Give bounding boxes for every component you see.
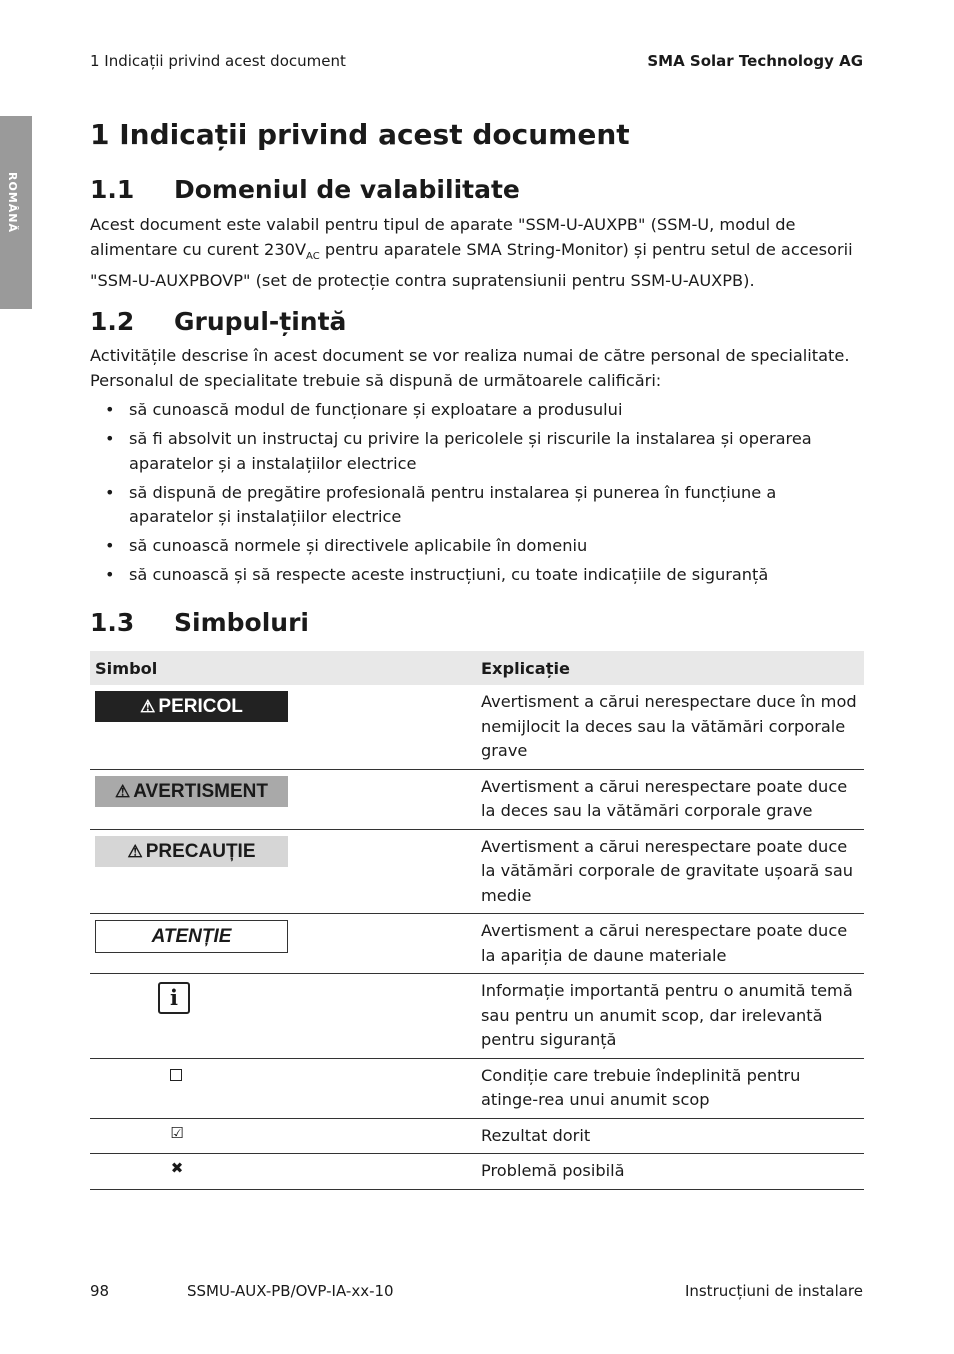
table-header-row: [90, 651, 864, 685]
list-item: • să cunoască modul de funcționare și exploatare a produsului: [90, 398, 865, 423]
language-tab: [0, 116, 32, 309]
checkbox-empty-icon: [170, 1069, 182, 1081]
symbols-table: [90, 651, 864, 1190]
section-heading-1-3: [90, 608, 309, 637]
explanation-cell: Problemă posibilă: [479, 1154, 864, 1190]
table-row: [90, 1118, 864, 1154]
page-number: 98: [90, 1282, 110, 1300]
cross-icon: ✖: [170, 1159, 184, 1177]
list-item: • să cunoască și să respecte aceste instrucțiuni, cu toate indicațiile de siguranță: [90, 563, 865, 588]
danger-label: ⚠ PERICOL: [95, 691, 288, 722]
language-tab-label: ROMÂNĂ: [6, 172, 19, 233]
explanation-cell: Avertisment a cărui nerespectare duce în mod nemijlocit la deces sau la vătămări corporale grave: [479, 685, 864, 769]
running-header-left: 1 Indicații privind acest document: [90, 52, 346, 70]
chapter-title: 1 Indicații privind acest document: [90, 118, 630, 151]
section-title: Domeniul de valabilitate: [174, 175, 520, 204]
table-row: [90, 769, 864, 829]
validity-paragraph: Acest document este valabil pentru tipul de aparate "SSM-U-AUXPB" (SSM-U, modul de alimentare cu curent $230V_{AC}$ pentru aparatele SMA String-Monitor) și pentru setul de accesorii "SSM-U-AUXPBOVP" (set de protecție contra supratensiunii pentru SSM-U-AUXPB).: [90, 215, 853, 291]
explanation-cell: Informație importantă pentru o anumită temă sau pentru un anumit scop, dar irelevantă pentru siguranță: [479, 974, 864, 1059]
explanation-cell: Condiție care trebuie îndeplinită pentru atinge-rea unui anumit scop: [479, 1058, 864, 1118]
table-row: [90, 685, 864, 769]
target-group-intro: Activitățile descrise în acest document se vor realiza numai de către personal de specialitate. Personalul de specialitate trebuie să dispună de următoarele calificări:: [90, 346, 850, 390]
document-code: SSMU-AUX-PB/OVP-IA-xx-10: [187, 1282, 394, 1300]
column-header-symbol: Simbol: [90, 651, 479, 685]
section-title: Grupul-țintă: [174, 307, 347, 336]
table-row: [90, 914, 864, 974]
info-icon: i: [158, 982, 190, 1014]
section-number: 1.1: [90, 175, 135, 204]
explanation-cell: Avertisment a cărui nerespectare poate duce la deces sau la vătămări corporale grave: [479, 769, 864, 829]
caution-label: ⚠ PRECAUȚIE: [95, 836, 288, 867]
table-row: [90, 1154, 864, 1190]
warning-triangle-icon: ⚠: [114, 781, 131, 801]
warning-triangle-icon: ⚠: [140, 697, 156, 716]
explanation-cell: Avertisment a cărui nerespectare poate duce la vătămări corporale de gravitate ușoară sau medie: [479, 829, 864, 914]
table-row: [90, 974, 864, 1059]
table-row: [90, 829, 864, 914]
qualification-list: [90, 398, 865, 592]
document-type: Instrucțiuni de instalare: [684, 1282, 863, 1300]
column-header-explanation: Explicație: [479, 651, 864, 685]
section-title: Simboluri: [174, 608, 309, 637]
section-heading-1-2: [90, 307, 346, 336]
explanation-cell: Avertisment a cărui nerespectare poate duce la apariția de daune materiale: [479, 914, 864, 974]
section-heading-1-1: [90, 175, 520, 204]
list-item: • să dispună de pregătire profesională pentru instalarea și punerea în funcțiune a aparatelor și instalațiilor electrice: [90, 481, 865, 530]
warning-label: ⚠ AVERTISMENT: [95, 776, 288, 807]
list-item: • să fi absolvit un instructaj cu privire la pericolele și riscurile la instalarea și operarea aparatelor și a instalațiilor electrice: [90, 427, 865, 476]
section-number: 1.3: [90, 608, 135, 637]
warning-triangle-icon: ⚠: [127, 841, 143, 861]
section-number: 1.2: [90, 307, 135, 336]
table-row: [90, 1058, 864, 1118]
checkbox-checked-icon: ☑: [170, 1123, 184, 1142]
notice-label: ATENȚIE: [95, 920, 288, 953]
running-header-right: SMA Solar Technology AG: [647, 52, 863, 70]
explanation-cell: Rezultat dorit: [479, 1118, 864, 1154]
list-item: • să cunoască normele și directivele aplicabile în domeniu: [90, 534, 865, 559]
